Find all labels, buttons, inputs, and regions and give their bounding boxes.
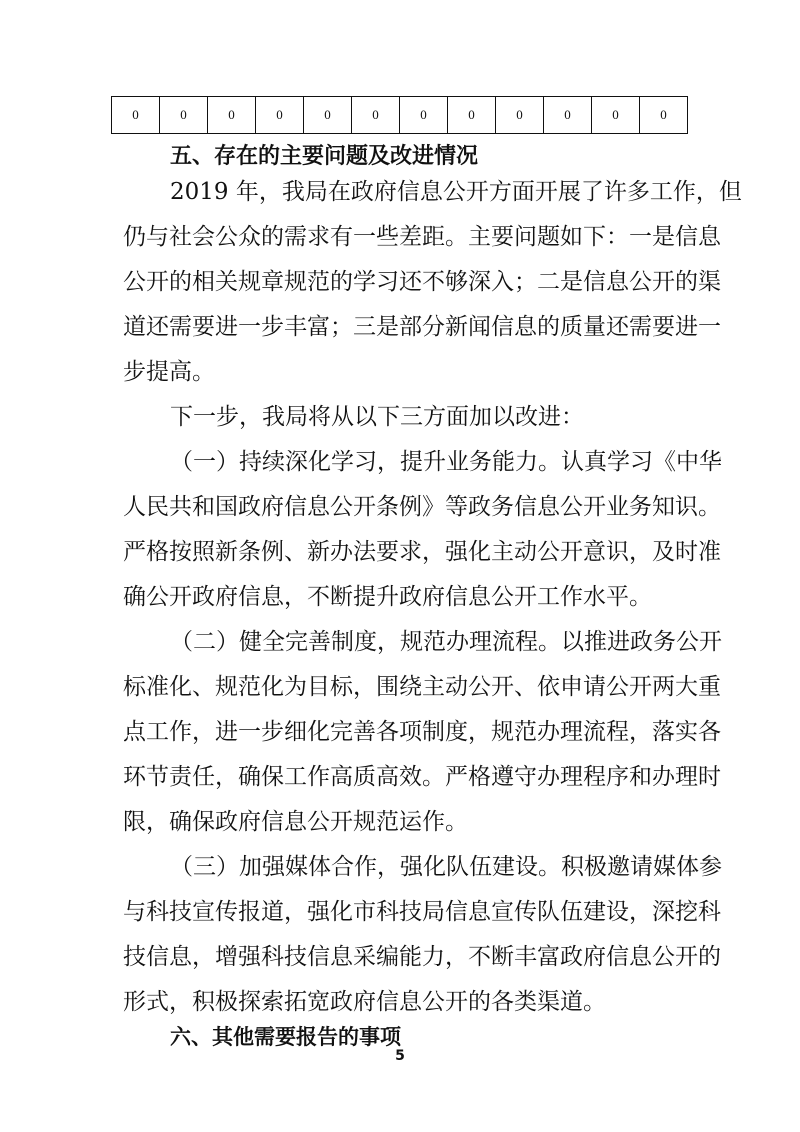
paragraph-line: 步提高。 [123,359,215,385]
table-cell: 0 [400,97,448,134]
table-cell: 0 [592,97,640,134]
paragraph-line: 下一步，我局将从以下三方面加以改进： [170,404,584,430]
table-cell: 0 [160,97,208,134]
paragraph-line: 2019 年，我局在政府信息公开方面开展了许多工作，但 [170,179,742,205]
table-cell: 0 [496,97,544,134]
paragraph-line: 严格按照新条例、新办法要求，强化主动公开意识，及时准 [123,539,721,565]
paragraph-line: 人民共和国政府信息公开条例》等政务信息公开业务知识。 [123,494,721,520]
table-cell: 0 [256,97,304,134]
paragraph-line: 与科技宣传报道，强化市科技局信息宣传队伍建设，深挖科 [123,899,721,925]
table-cell: 0 [352,97,400,134]
paragraph-line: 技信息，增强科技信息采编能力，不断丰富政府信息公开的 [123,944,721,970]
paragraph-line: 道还需要进一步丰富；三是部分新闻信息的质量还需要进一 [123,314,721,340]
table-cell: 0 [640,97,688,134]
paragraph-line: （二）健全完善制度，规范办理流程。以推进政务公开 [170,629,722,655]
section-5-heading: 五、存在的主要问题及改进情况 [170,144,479,169]
paragraph-line: 确公开政府信息，不断提升政府信息公开工作水平。 [123,584,652,610]
table-cell: 0 [544,97,592,134]
data-table [111,96,688,134]
table-row [112,97,688,134]
table-cell: 0 [304,97,352,134]
paragraph-line: 仍与社会公众的需求有一些差距。主要问题如下：一是信息 [123,224,721,250]
paragraph-line: 点工作，进一步细化完善各项制度，规范办理流程，落实各 [123,719,721,745]
paragraph-line: 形式，积极探索拓宽政府信息公开的各类渠道。 [123,989,606,1015]
section-6-heading: 六、其他需要报告的事项 [170,1025,401,1049]
paragraph-line: 限，确保政府信息公开规范运作。 [123,809,468,835]
table-cell: 0 [208,97,256,134]
table-cell: 0 [112,97,160,134]
table-cell: 0 [448,97,496,134]
paragraph-line: （一）持续深化学习，提升业务能力。认真学习《中华 [170,449,722,475]
paragraph-line: 环节责任，确保工作高质高效。严格遵守办理程序和办理时 [123,764,721,790]
paragraph-line: 标准化、规范化为目标，围绕主动公开、依申请公开两大重 [123,674,721,700]
paragraph-line: （三）加强媒体合作，强化队伍建设。积极邀请媒体参 [170,854,722,880]
page-number: 5 [395,1048,405,1064]
paragraph-line: 公开的相关规章规范的学习还不够深入；二是信息公开的渠 [123,269,721,295]
